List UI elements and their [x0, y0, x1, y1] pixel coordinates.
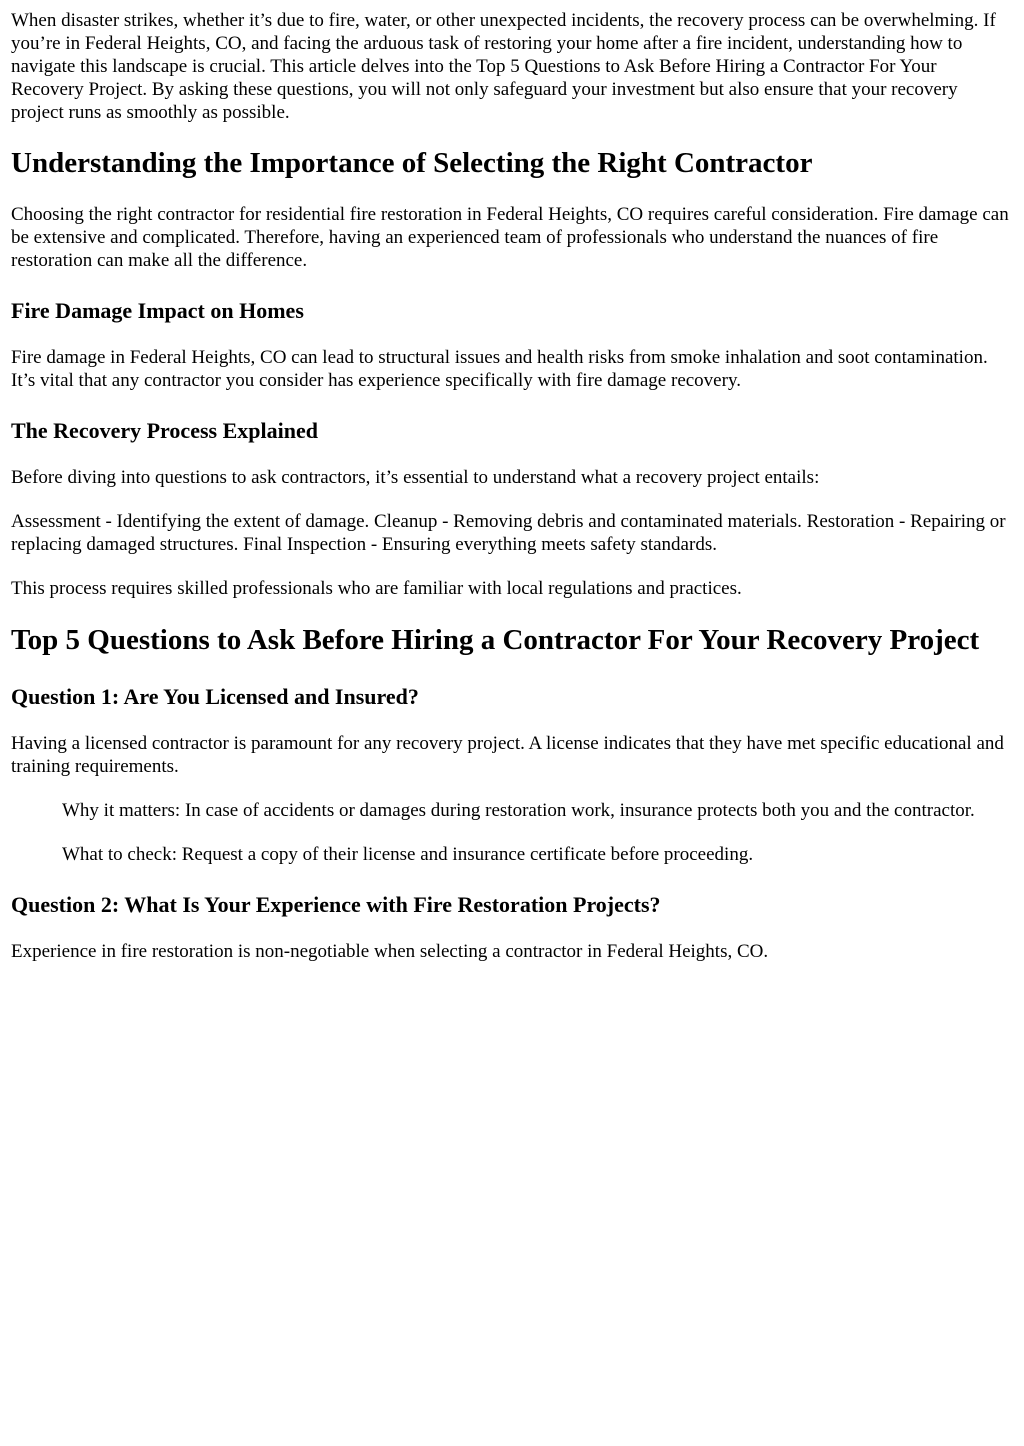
subheading-fire-damage: Fire Damage Impact on Homes — [11, 298, 304, 323]
question-2-paragraph: Experience in fire restoration is non-negotiable when selecting a contractor in Federal Heights, CO. — [11, 941, 769, 962]
section-heading-importance: Understanding the Importance of Selecting the Right Contractor — [11, 147, 813, 179]
what-to-check-note: What to check: Request a copy of their license and insurance certificate before proceeding. — [62, 844, 754, 865]
recovery-intro-paragraph: Before diving into questions to ask contractors, it’s essential to understand what a recovery project entails: — [11, 467, 820, 488]
recovery-steps-paragraph: Assessment - Identifying the extent of damage. Cleanup - Removing debris and contaminated materials. Restoration - Repairing or replacing damaged structures. Final Inspection - Ensuring everything meets safety standards. — [11, 511, 1006, 555]
recovery-closing-paragraph: This process requires skilled professionals who are familiar with local regulations and practices. — [11, 578, 742, 599]
subheading-recovery-process: The Recovery Process Explained — [11, 418, 318, 443]
fire-damage-paragraph: Fire damage in Federal Heights, CO can lead to structural issues and health risks from smoke inhalation and soot contamination. It’s vital that any contractor you consider has experience specifically with fire damage recovery. — [11, 347, 988, 391]
intro-paragraph: When disaster strikes, whether it’s due to fire, water, or other unexpected incidents, the recovery process can be overwhelming. If you’re in Federal Heights, CO, and facing the arduous task of restoring your home after a fire incident, understanding how to navigate this landscape is crucial. This article delves into the Top 5 Questions to Ask Before Hiring a Contractor For Your Recovery Project. By asking these questions, you will not only safeguard your investment but also ensure that your recovery project runs as smoothly as possible. — [11, 10, 996, 123]
subheading-question-2: Question 2: What Is Your Experience with Fire Restoration Projects? — [11, 892, 661, 917]
subheading-question-1: Question 1: Are You Licensed and Insured? — [11, 684, 419, 709]
question-1-paragraph: Having a licensed contractor is paramount for any recovery project. A license indicates that they have met specific educational and training requirements. — [11, 733, 1004, 777]
question-1-notes — [62, 799, 1013, 866]
section-heading-top5: Top 5 Questions to Ask Before Hiring a Contractor For Your Recovery Project — [11, 624, 980, 656]
why-it-matters-note: Why it matters: In case of accidents or damages during restoration work, insurance protects both you and the contractor. — [62, 800, 975, 821]
importance-paragraph: Choosing the right contractor for residential fire restoration in Federal Heights, CO requires careful consideration. Fire damage can be extensive and complicated. Therefore, having an experienced team of professionals who understand the nuances of fire restoration can make all the difference. — [11, 204, 1009, 271]
